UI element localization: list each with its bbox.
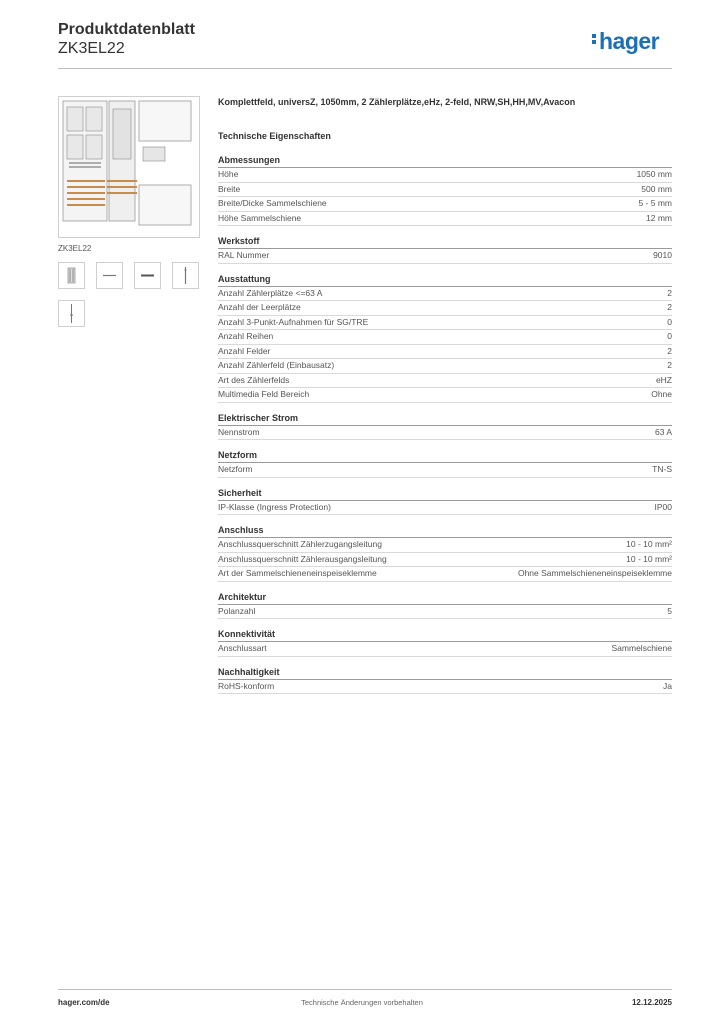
spec-section (218, 154, 672, 226)
thumbnail-3[interactable] (134, 262, 161, 289)
spec-label: Anschlussquerschnitt Zählerausgangsleitung (218, 553, 387, 564)
spec-label: RAL Nummer (218, 250, 270, 260)
spec-row (218, 345, 672, 360)
spec-section-title: Ausstattung (218, 273, 672, 287)
spec-section (218, 666, 672, 695)
footer-disclaimer: Technische Änderungen vorbehalten (301, 998, 423, 1007)
spec-row (218, 316, 672, 331)
spec-label: Breite/Dicke Sammelschiene (218, 198, 327, 208)
spec-label: Multimedia Feld Bereich (218, 389, 310, 399)
spec-section-title: Sicherheit (218, 487, 672, 501)
spec-value: 63 A (654, 426, 672, 437)
thumbnail-1[interactable] (58, 262, 85, 289)
spec-label: Höhe (218, 169, 239, 179)
footer-date: 12.12.2025 (631, 998, 672, 1007)
spec-row (218, 168, 672, 183)
spec-value: IP00 (654, 501, 672, 512)
spec-value: 2 (667, 360, 672, 370)
spec-row (218, 330, 672, 345)
spec-row (218, 553, 672, 568)
spec-section-title: Netzform (218, 449, 672, 463)
spec-label: Höhe Sammelschiene (218, 212, 302, 223)
product-image[interactable] (58, 96, 200, 238)
spec-row (218, 642, 672, 657)
technical-properties-heading: Technische Eigenschaften (218, 131, 331, 141)
spec-row (218, 426, 672, 441)
spec-section-title: Werkstoff (218, 235, 672, 249)
spec-section-title: Nachhaltigkeit (218, 666, 672, 680)
spec-value: 500 mm (641, 183, 672, 194)
spec-value: 9010 (653, 250, 672, 260)
spec-label: Anzahl der Leerplätze (218, 302, 301, 312)
spec-section (218, 412, 672, 441)
spec-label: Anzahl 3-Punkt-Aufnahmen für SG/TRE (218, 316, 369, 327)
page-title: Produktdatenblatt (58, 21, 195, 38)
thumbnail-2[interactable] (96, 262, 123, 289)
spec-label: Anschlussart (218, 643, 267, 653)
spec-row (218, 183, 672, 198)
spec-section-title: Elektrischer Strom (218, 412, 672, 426)
product-description: Komplettfeld, universZ, 1050mm, 2 Zählerplätze,eHz, 2-feld, NRW,SH,HH,MV,Avacon (218, 97, 576, 107)
spec-value: 2 (667, 287, 672, 298)
specs-table (218, 154, 672, 703)
spec-label: Anzahl Felder (218, 345, 271, 356)
spec-section (218, 487, 672, 516)
spec-row (218, 463, 672, 478)
product-illustration (59, 97, 199, 237)
spec-label: Anschlussquerschnitt Zählerzugangsleitung (218, 539, 382, 549)
header-divider (58, 68, 672, 69)
hager-logo (592, 28, 659, 55)
spec-section (218, 628, 672, 657)
spec-label: Breite (218, 183, 241, 194)
spec-label: Art des Zählerfelds (218, 374, 290, 385)
spec-row (218, 212, 672, 227)
spec-section (218, 591, 672, 620)
spec-row (218, 567, 672, 582)
spec-value: 12 mm (646, 212, 672, 223)
spec-label: Anzahl Reihen (218, 331, 274, 341)
spec-value: 2 (667, 302, 672, 312)
spec-section-title: Anschluss (218, 524, 672, 538)
spec-value: eHZ (655, 374, 672, 385)
spec-section (218, 449, 672, 478)
spec-label: Anzahl Zählerplätze <=63 A (218, 287, 323, 298)
spec-value: 5 - 5 mm (638, 198, 672, 208)
spec-row (218, 197, 672, 212)
footer-website[interactable]: hager.com/de (58, 998, 110, 1007)
spec-row (218, 680, 672, 695)
logo-dots-icon (592, 34, 597, 46)
spec-section-title: Abmessungen (218, 154, 672, 168)
spec-section-title: Architektur (218, 591, 672, 605)
spec-value: Ohne Sammelschieneneinspeiseklemme (517, 568, 672, 578)
spec-value: Ja (663, 680, 672, 691)
spec-label: Art der Sammelschieneneinspeiseklemme (218, 568, 377, 578)
spec-section-title: Konnektivität (218, 628, 672, 642)
spec-value: 5 (667, 605, 672, 616)
spec-row (218, 538, 672, 553)
spec-value: 1050 mm (636, 169, 672, 179)
image-caption: ZK3EL22 (58, 244, 92, 253)
spec-row (218, 301, 672, 316)
spec-row (218, 374, 672, 389)
spec-value: Sammelschiene (611, 643, 672, 653)
spec-section (218, 524, 672, 582)
spec-row (218, 605, 672, 620)
spec-value: TN-S (652, 464, 672, 474)
spec-label: Netzform (218, 464, 253, 474)
spec-section (218, 273, 672, 403)
product-code: ZK3EL22 (58, 40, 125, 57)
thumbnail-4[interactable] (172, 262, 199, 289)
spec-value: 10 - 10 mm² (626, 539, 672, 549)
spec-value: 10 - 10 mm² (626, 553, 672, 564)
spec-value: 0 (667, 316, 672, 327)
spec-value: 0 (667, 331, 672, 341)
spec-label: IP-Klasse (Ingress Protection) (218, 501, 331, 512)
spec-value: 2 (667, 345, 672, 356)
spec-row (218, 388, 672, 403)
spec-row (218, 287, 672, 302)
spec-row (218, 249, 672, 264)
spec-row (218, 359, 672, 374)
thumbnail-5[interactable] (58, 300, 85, 327)
spec-value: Ohne (651, 389, 672, 399)
spec-row (218, 501, 672, 516)
logo-text: hager (599, 28, 660, 54)
spec-label: Nennstrom (218, 426, 260, 437)
spec-section (218, 235, 672, 264)
spec-label: Polanzahl (218, 605, 256, 616)
spec-label: RoHS-konform (218, 680, 275, 691)
footer-divider (58, 989, 672, 990)
spec-label: Anzahl Zählerfeld (Einbausatz) (218, 360, 335, 370)
